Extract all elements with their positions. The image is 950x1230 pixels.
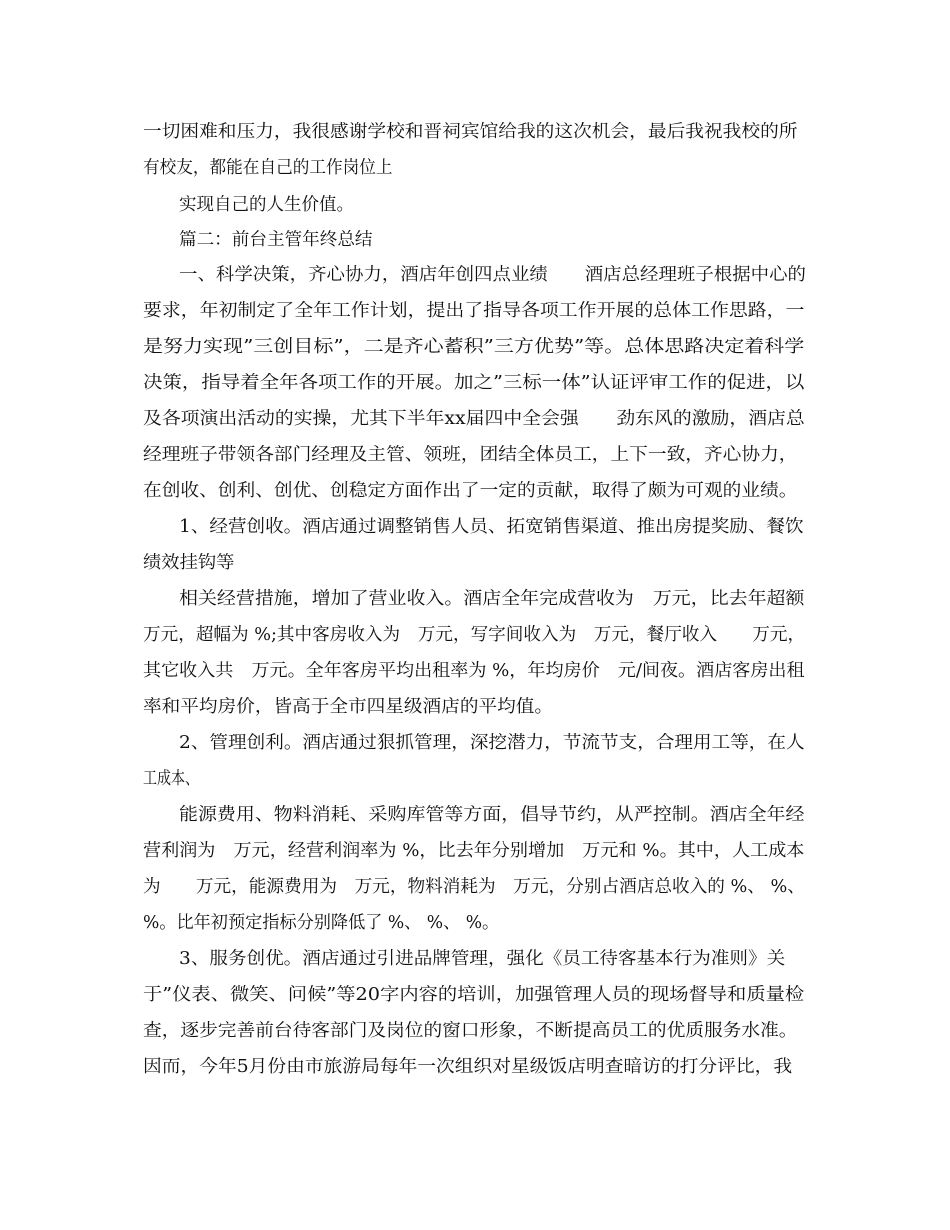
text-line: 营利润为 万元，经营利润率为 %，比去年分别增加 万元和 %。其中，人工成本 — [143, 841, 805, 861]
text-line: 2、管理创利。酒店通过狠抓管理，深挖潜力，节流节支，合理用工等，在人 — [179, 733, 805, 753]
text-line: 一切困难和压力，我很感谢学校和晋祠宾馆给我的这次机会，最后我祝我校的所 — [143, 122, 798, 142]
text-line: 篇二：前台主管年终总结 — [179, 230, 373, 250]
text-line: 率和平均房价，皆高于全市四星级酒店的平均值。 — [143, 697, 553, 717]
text-line: 是努力实现”三创目标”，二是齐心蓄积”三方优势”等。总体思路决定着科学 — [143, 337, 805, 357]
text-line: 及各项演出活动的实操，尤其下半年xx届四中全会强 劲东风的激励，酒店总 — [143, 409, 805, 429]
text-line: 一、科学决策，齐心协力，酒店年创四点业绩 酒店总经理班子根据中心的 — [179, 265, 806, 285]
text-line: 绩效挂钩等 — [143, 553, 235, 573]
text-line: 工成本、 — [143, 769, 199, 789]
text-line: 有校友，都能在自己的工作岗位上 — [143, 158, 393, 178]
text-line: 相关经营措施，增加了营业收入。酒店全年完成营收为 万元，比去年超额 — [179, 589, 805, 609]
text-line: 在创收、创利、创优、创稳定方面作出了一定的贡献，取得了颇为可观的业绩。 — [143, 481, 798, 501]
text-line: 3、服务创优。酒店通过引进品牌管理，强化《员工待客基本行为准则》关 — [179, 949, 786, 969]
text-line: 为 万元，能源费用为 万元，物料消耗为 万元，分别占酒店总收入的 %、 %、 — [143, 877, 805, 897]
text-line: 能源费用、物料消耗、采购库管等方面，倡导节约，从严控制。酒店全年经 — [179, 805, 805, 825]
text-line: 万元，超幅为 %;其中客房收入为 万元，写字间收入为 万元，餐厅收入 万元， — [143, 625, 806, 645]
text-line: 于”仪表、微笑、问候”等20字内容的培训，加强管理人员的现场督导和质量检 — [143, 985, 805, 1005]
text-line: 1、经营创收。酒店通过调整销售人员、拓宽销售渠道、推出房提奖励、餐饮 — [179, 517, 804, 537]
text-line: %。比年初预定指标分别降低了 %、 %、 %。 — [143, 913, 500, 933]
text-line: 要求，年初制定了全年工作计划，提出了指导各项工作开展的总体工作思路，一 — [143, 301, 805, 321]
text-line: 实现自己的人生价值。 — [179, 195, 354, 215]
text-line: 经理班子带领各部门经理及主管、领班，团结全体员工，上下一致，齐心协力， — [143, 445, 798, 465]
text-line: 查，逐步完善前台待客部门及岗位的窗口形象，不断提高员工的优质服务水准。 — [143, 1021, 798, 1041]
text-line: 因而，今年5月份由市旅游局每年一次组织对星级饭店明查暗访的打分评比，我 — [143, 1057, 793, 1077]
text-line: 其它收入共 万元。全年客房平均出租率为 %，年均房价 元/间夜。酒店客房出租 — [143, 661, 805, 681]
text-line: 决策，指导着全年各项工作的开展。加之”三标一体”认证评审工作的促进，以 — [143, 373, 805, 393]
